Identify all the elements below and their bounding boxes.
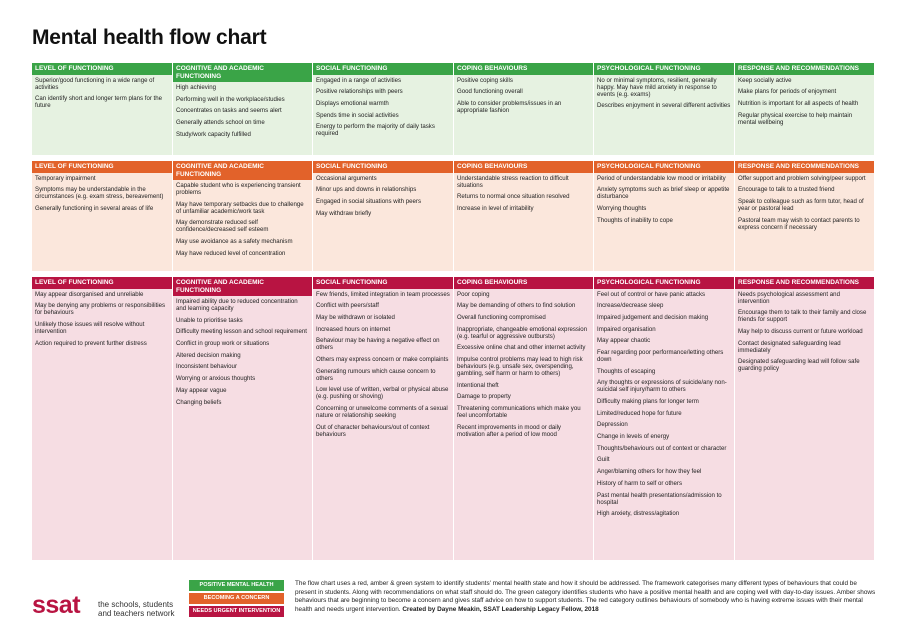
list-item: Inconsistent behaviour bbox=[176, 363, 237, 371]
list-item: Concerning or unwelcome comments of a sexual nature or relationship seeking bbox=[316, 405, 448, 419]
list-item: Understandable stress reaction to difficult situations bbox=[457, 174, 569, 189]
list-item: Threatening communications which make you feel uncomfortable bbox=[457, 405, 581, 419]
list-item: High achieving bbox=[176, 84, 216, 91]
column-coping-behaviours bbox=[454, 63, 594, 155]
list-item: Increase in level of irritability bbox=[457, 204, 534, 212]
column-header: SOCIAL FUNCTIONING bbox=[313, 63, 453, 75]
list-item: Able to consider problems/issues in an appropriate fashion bbox=[457, 99, 562, 114]
list-item: Limited/reduced hope for future bbox=[597, 409, 682, 417]
column-body bbox=[735, 75, 874, 156]
column-body bbox=[313, 289, 453, 561]
column-body bbox=[313, 75, 453, 156]
column-header: PSYCHOLOGICAL FUNCTIONING bbox=[594, 277, 734, 289]
list-item: Positive coping skills bbox=[457, 76, 513, 84]
list-item: High anxiety, distress/agitation bbox=[597, 510, 680, 518]
tagline-line-2: and teachers network bbox=[98, 609, 175, 618]
list-item: Study/work capacity fulfilled bbox=[176, 130, 251, 138]
list-item: Thoughts of escaping bbox=[597, 367, 656, 375]
list-item: Increased hours on internet bbox=[316, 325, 391, 333]
list-item: Impaired ability due to reduced concentration and learning capacity bbox=[176, 298, 298, 312]
list-item: Conflict with peers/staff bbox=[316, 302, 379, 310]
list-item: May withdraw briefly bbox=[316, 209, 372, 217]
column-level-of-functioning bbox=[32, 277, 173, 560]
list-item: Needs psychological assessment and intervention bbox=[738, 290, 840, 305]
section-positive bbox=[32, 63, 874, 155]
column-response-recommendations bbox=[735, 277, 874, 560]
list-item: Past mental health presentations/admission to hospital bbox=[597, 491, 722, 506]
column-cognitive-academic bbox=[173, 277, 313, 560]
column-body bbox=[173, 180, 312, 271]
list-item: Positive relationships with peers bbox=[316, 88, 403, 96]
list-item: Thoughts/behaviours out of context or character bbox=[597, 444, 727, 452]
list-item: Encourage them to talk to their family and close friends for support bbox=[738, 309, 867, 324]
list-item: Superior/good functioning in a wide range of activities bbox=[35, 76, 155, 91]
list-item: Altered decision making bbox=[176, 351, 241, 359]
list-item: Anger/blaming others for how they feel bbox=[597, 468, 702, 476]
list-item: No or minimal symptoms, resilient, generally happy. May have mild anxiety in response to events (e.g. exams) bbox=[597, 76, 717, 98]
list-item: Occasional arguments bbox=[316, 174, 377, 182]
column-cognitive-academic bbox=[173, 161, 313, 271]
list-item: Minor ups and downs in relationships bbox=[316, 186, 417, 194]
column-header: COPING BEHAVIOURS bbox=[454, 161, 593, 173]
column-coping-behaviours bbox=[454, 161, 594, 271]
list-item: Unable to prioritise tasks bbox=[176, 316, 243, 324]
column-response-recommendations bbox=[735, 161, 874, 271]
list-item: May have temporary setbacks due to challenge of unfamiliar academic/work task bbox=[176, 200, 304, 215]
list-item: Recent improvements in mood or daily motivation after a period of low mood bbox=[457, 423, 561, 438]
column-body bbox=[594, 75, 734, 156]
list-item: Any thoughts or expressions of suicide/any non-suicidal self injury/harm to others bbox=[597, 379, 727, 394]
ssat-tagline bbox=[98, 600, 175, 618]
list-item: Action required to prevent further distress bbox=[35, 339, 147, 347]
tagline-line-1: the schools, students bbox=[98, 600, 174, 609]
list-item: Increase/decrease sleep bbox=[597, 302, 664, 310]
list-item: Keep socially active bbox=[738, 76, 792, 84]
list-item: Overall functioning compromised bbox=[457, 313, 546, 321]
list-item: Depression bbox=[597, 421, 628, 429]
list-item: Performing well in the workplace/studies bbox=[176, 95, 285, 103]
list-item: Damage to property bbox=[457, 393, 511, 401]
column-header: RESPONSE AND RECOMMENDATIONS bbox=[735, 63, 874, 75]
list-item: Impulse control problems may lead to high risk behaviours (e.g. unsafe sex, overspending, gambling, self harm or harm to others) bbox=[457, 355, 583, 377]
list-item: Engaged in social situations with peers bbox=[316, 197, 422, 205]
list-item: Conflict in group work or situations bbox=[176, 340, 270, 348]
list-item: Displays emotional warmth bbox=[316, 99, 389, 107]
column-social-functioning bbox=[313, 277, 454, 560]
list-item: Worrying or anxious thoughts bbox=[176, 375, 256, 383]
list-item: May appear disorganised and unreliable bbox=[35, 290, 144, 298]
ssat-logo: ssat bbox=[32, 591, 81, 619]
list-item: Excessive online chat and other internet activity bbox=[457, 344, 586, 352]
column-body bbox=[32, 75, 172, 156]
list-item: Regular physical exercise to help maintain mental wellbeing bbox=[738, 111, 853, 126]
list-item: Describes enjoyment in several different activities bbox=[597, 102, 731, 110]
list-item: Guilt bbox=[597, 456, 610, 464]
list-item: History of harm to self or others bbox=[597, 479, 683, 487]
section-urgent bbox=[32, 277, 874, 560]
list-item: Concentrates on tasks and seems alert bbox=[176, 107, 282, 115]
column-body bbox=[594, 289, 734, 561]
list-item: Thoughts of inability to cope bbox=[597, 216, 673, 224]
list-item: Engaged in a range of activities bbox=[316, 76, 402, 84]
list-item: Spends time in social activities bbox=[316, 111, 399, 119]
column-header: COPING BEHAVIOURS bbox=[454, 63, 593, 75]
column-psychological-functioning bbox=[594, 161, 735, 271]
column-cognitive-academic bbox=[173, 63, 313, 155]
list-item: Returns to normal once situation resolved bbox=[457, 193, 570, 201]
list-item: Difficulty making plans for longer term bbox=[597, 398, 699, 405]
column-body bbox=[735, 289, 874, 561]
list-item: May appear vague bbox=[176, 386, 227, 394]
column-header: RESPONSE AND RECOMMENDATIONS bbox=[735, 277, 874, 289]
column-header: PSYCHOLOGICAL FUNCTIONING bbox=[594, 63, 734, 75]
list-item: Capable student who is experiencing transient problems bbox=[176, 182, 301, 196]
column-header: RESPONSE AND RECOMMENDATIONS bbox=[735, 161, 874, 173]
column-header: PSYCHOLOGICAL FUNCTIONING bbox=[594, 161, 734, 173]
column-header: COGNITIVE AND ACADEMIC FUNCTIONING bbox=[173, 63, 312, 82]
column-psychological-functioning bbox=[594, 277, 735, 560]
list-item: Worrying thoughts bbox=[597, 204, 647, 212]
column-header: LEVEL OF FUNCTIONING bbox=[32, 161, 172, 173]
list-item: Pastoral team may wish to contact parents to express concern if necessary bbox=[738, 216, 860, 231]
list-item: Impaired judgement and decision making bbox=[597, 313, 709, 321]
footer-description bbox=[295, 580, 877, 614]
list-item: Encourage to talk to a trusted friend bbox=[738, 186, 835, 194]
column-header: LEVEL OF FUNCTIONING bbox=[32, 63, 172, 75]
list-item: Feel out of control or have panic attacks bbox=[597, 290, 706, 298]
list-item: Impaired organisation bbox=[597, 325, 656, 333]
list-item: Good functioning overall bbox=[457, 88, 523, 96]
column-level-of-functioning bbox=[32, 161, 173, 271]
column-header: COGNITIVE AND ACADEMIC FUNCTIONING bbox=[173, 161, 312, 180]
list-item: May use avoidance as a safety mechanism bbox=[176, 238, 293, 246]
list-item: Changing beliefs bbox=[176, 398, 222, 406]
list-item: Generating rumours which cause concern to others bbox=[316, 367, 436, 382]
footer-credit: Created by Dayne Meakin, SSAT Leadership Legacy Fellow, 2018 bbox=[402, 605, 599, 613]
list-item: May help to discuss current or future workload bbox=[738, 327, 863, 335]
list-item: Intentional theft bbox=[457, 381, 499, 389]
column-level-of-functioning bbox=[32, 63, 173, 155]
list-item: Out of character behaviours/out of context behaviours bbox=[316, 423, 430, 438]
section-concern bbox=[32, 161, 874, 271]
list-item: Offer support and problem solving/peer support bbox=[738, 174, 866, 182]
list-item: Energy to perform the majority of daily tasks required bbox=[316, 123, 435, 138]
list-item: Difficulty meeting lesson and school requirement bbox=[176, 328, 307, 336]
list-item: Poor coping bbox=[457, 290, 490, 298]
column-body bbox=[735, 173, 874, 272]
list-item: Make plans for periods of enjoyment bbox=[738, 88, 837, 96]
list-item: May have reduced level of concentration bbox=[176, 249, 286, 257]
column-social-functioning bbox=[313, 161, 454, 271]
column-body bbox=[454, 75, 593, 156]
page-title: Mental health flow chart bbox=[32, 26, 267, 49]
footer-text: The flow chart uses a red, amber & green system to identify students' mental health state and how it should be addressed. The framework categorises many different types of behaviours that could be present in students. Along with recommendations on what staff should do. The green category identifies students who have a positive mental health and are coping well with day-to-day issues. Amber shows behaviours that are beginning to become a concern and gives staff advice on how to support students. The red category outlines behaviours of somebody who is having extreme issues with their mental health and needs urgent intervention. bbox=[295, 580, 876, 613]
list-item: Contact designated safeguarding lead immediately bbox=[738, 339, 841, 354]
list-item: May be withdrawn or isolated bbox=[316, 313, 395, 321]
column-body bbox=[594, 173, 734, 272]
list-item: Unlikely those issues will resolve without intervention bbox=[35, 320, 145, 335]
list-item: Temporary impairment bbox=[35, 174, 96, 182]
legend-positive: POSITIVE MENTAL HEALTH bbox=[189, 580, 284, 591]
list-item: Period of understandable low mood or irritability bbox=[597, 174, 726, 182]
list-item: Few friends, limited integration in team processes bbox=[316, 290, 450, 298]
list-item: Change in levels of energy bbox=[597, 433, 670, 441]
column-header: SOCIAL FUNCTIONING bbox=[313, 277, 453, 289]
list-item: Low level use of written, verbal or physical abuse (e.g. pushing or shoving) bbox=[316, 386, 449, 401]
list-item: Inappropriate, changeable emotional expression (e.g. tearful or aggressive outbursts) bbox=[457, 325, 588, 340]
column-body bbox=[313, 173, 453, 272]
list-item: May be denying any problems or responsibilities for behaviours bbox=[35, 302, 166, 317]
column-body bbox=[32, 173, 172, 272]
column-body bbox=[454, 173, 593, 272]
column-coping-behaviours bbox=[454, 277, 594, 560]
list-item: May demonstrate reduced self confidence/decreased self esteem bbox=[176, 219, 269, 234]
list-item: Others may express concern or make complaints bbox=[316, 355, 449, 363]
legend-urgent: NEEDS URGENT INTERVENTION bbox=[189, 606, 284, 617]
list-item: Nutrition is important for all aspects of health bbox=[738, 99, 859, 107]
column-body bbox=[173, 82, 312, 155]
list-item: Behaviour may be having a negative effect on others bbox=[316, 337, 440, 352]
column-header: SOCIAL FUNCTIONING bbox=[313, 161, 453, 173]
column-body bbox=[454, 289, 593, 561]
list-item: May appear chaotic bbox=[597, 337, 651, 345]
list-item: May be demanding of others to find solution bbox=[457, 302, 576, 310]
list-item: Anxiety symptoms such as brief sleep or appetite disturbance bbox=[597, 186, 730, 201]
list-item: Symptoms may be understandable in the circumstances (e.g. exam stress, bereavement) bbox=[35, 186, 164, 201]
column-body bbox=[32, 289, 172, 561]
column-response-recommendations bbox=[735, 63, 874, 155]
column-social-functioning bbox=[313, 63, 454, 155]
column-header: LEVEL OF FUNCTIONING bbox=[32, 277, 172, 289]
column-header: COGNITIVE AND ACADEMIC FUNCTIONING bbox=[173, 277, 312, 296]
list-item: Generally functioning in several areas of life bbox=[35, 204, 154, 212]
list-item: Speak to colleague such as form tutor, head of year or pastoral lead bbox=[738, 197, 864, 212]
list-item: Designated safeguarding lead will follow safe guarding policy bbox=[738, 358, 860, 373]
column-psychological-functioning bbox=[594, 63, 735, 155]
column-header: COPING BEHAVIOURS bbox=[454, 277, 593, 289]
list-item: Generally attends school on time bbox=[176, 119, 265, 127]
list-item: Fear regarding poor performance/letting others down bbox=[597, 348, 724, 363]
legend-concern: BECOMING A CONCERN bbox=[189, 593, 284, 604]
list-item: Can identify short and longer term plans for the future bbox=[35, 95, 163, 110]
column-body bbox=[173, 296, 312, 560]
